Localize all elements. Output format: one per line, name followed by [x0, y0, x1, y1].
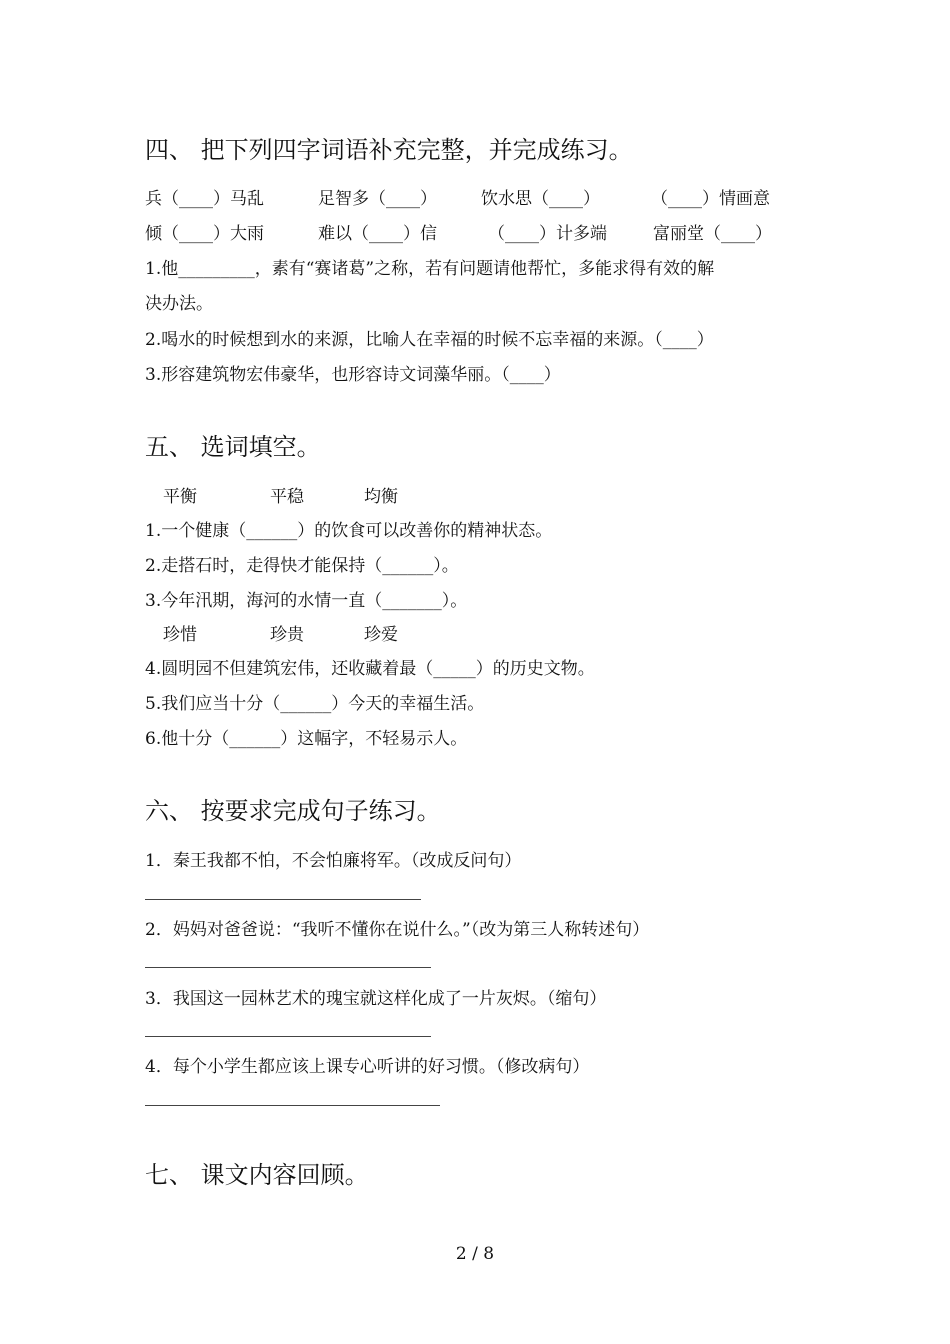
- question-text: 3.形容建筑物宏伟豪华，也形容诗文词藻华丽。（____）: [145, 365, 561, 385]
- section-6-title: 六、 按要求完成句子练习。: [145, 797, 441, 825]
- word-choice: 珍贵: [270, 625, 304, 645]
- word-choice: 珍爱: [364, 625, 398, 645]
- question-text: 2.喝水的时候想到水的来源，比喻人在幸福的时候不忘幸福的来源。（____）: [145, 330, 714, 350]
- word-choice: 平衡: [163, 487, 197, 507]
- word-choice: 平稳: [270, 487, 304, 507]
- idiom-blank: 难以（____）信: [318, 224, 437, 244]
- question-text: 3．我国这一园林艺术的瑰宝就这样化成了一片灰烬。（缩句）: [145, 989, 607, 1009]
- question-text: 3.今年汛期，海河的水情一直（_______）。: [145, 591, 468, 611]
- word-choice: 珍惜: [163, 625, 197, 645]
- question-text: 4.圆明园不但建筑宏伟，还收藏着最（_____）的历史文物。: [145, 659, 595, 679]
- page-number: 2 / 8: [455, 1244, 495, 1264]
- question-text: 1.他_________，素有“赛诸葛”之称，若有问题请他帮忙，多能求得有效的解: [145, 259, 715, 279]
- question-text: 1．秦王我都不怕，不会怕廉将军。（改成反问句）: [145, 851, 522, 871]
- question-text: 决办法。: [145, 294, 213, 314]
- idiom-blank: 富丽堂（____）: [653, 224, 772, 244]
- question-text: 1.一个健康（______）的饮食可以改善你的精神状态。: [145, 521, 553, 541]
- answer-line: [145, 1105, 440, 1106]
- section-7-title: 七、 课文内容回顾。: [145, 1161, 369, 1189]
- idiom-blank: 兵（____）马乱: [145, 189, 264, 209]
- idiom-blank: 足智多（____）: [318, 189, 437, 209]
- question-text: 2．妈妈对爸爸说：“我听不懂你在说什么。”（改为第三人称转述句）: [145, 920, 650, 940]
- section-4-title: 四、 把下列四字词语补充完整，并完成练习。: [145, 136, 633, 164]
- question-text: 4．每个小学生都应该上课专心听讲的好习惯。（修改病句）: [145, 1057, 590, 1077]
- answer-line: [145, 967, 431, 968]
- question-text: 6.他十分（______）这幅字，不轻易示人。: [145, 729, 468, 749]
- answer-line: [145, 1036, 431, 1037]
- section-5-title: 五、 选词填空。: [145, 433, 321, 461]
- word-choice: 均衡: [364, 487, 398, 507]
- answer-line: [145, 899, 421, 900]
- question-text: 5.我们应当十分（______）今天的幸福生活。: [145, 694, 485, 714]
- idiom-blank: （____）计多端: [488, 224, 607, 244]
- question-text: 2.走搭石时，走得快才能保持（______）。: [145, 556, 459, 576]
- idiom-blank: 饮水思（____）: [481, 189, 600, 209]
- idiom-blank: 倾（____）大雨: [145, 224, 264, 244]
- idiom-blank: （____）情画意: [651, 189, 770, 209]
